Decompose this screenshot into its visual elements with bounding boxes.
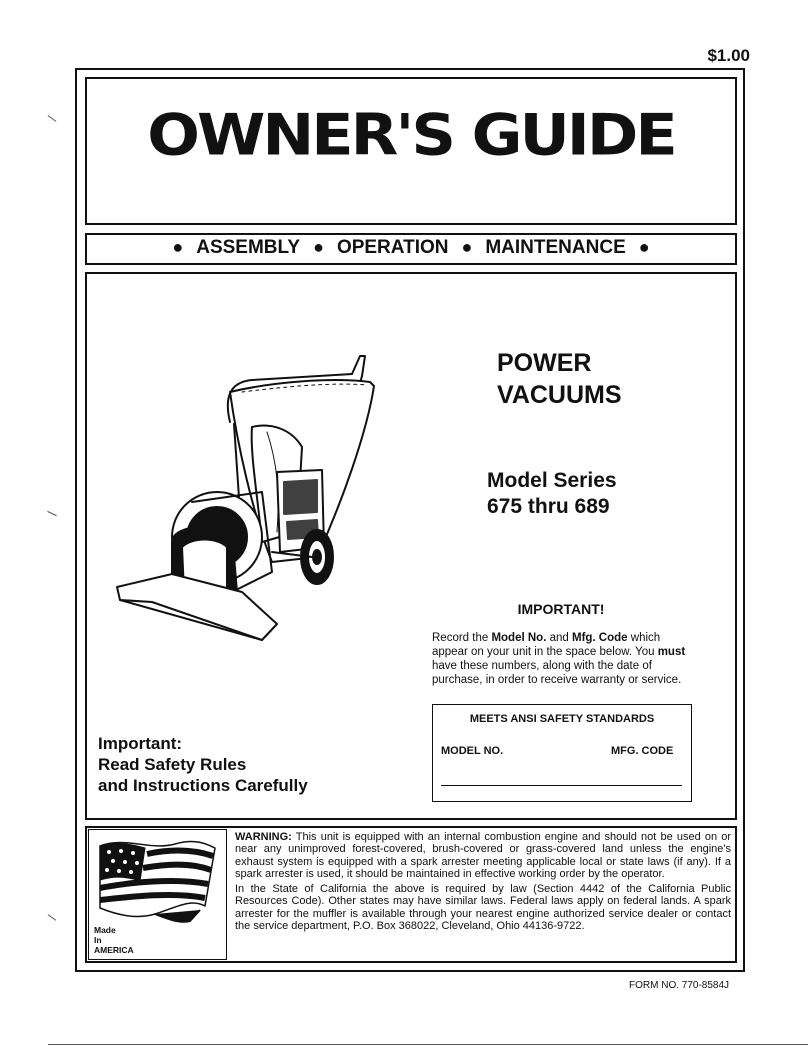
page-title: OWNER'S GUIDE xyxy=(147,100,675,169)
important-must: must xyxy=(657,646,686,658)
important-mfg-code: Mfg. Code xyxy=(571,632,628,644)
power-vacuum-illustration xyxy=(112,352,432,652)
important-model-no: Model No. xyxy=(491,632,547,644)
model-series-label: Model Series xyxy=(487,469,617,492)
form-number: FORM NO. 770-8584J xyxy=(629,980,730,991)
bullet-icon: ● xyxy=(638,237,650,257)
subtitle-item-maintenance: MAINTENANCE xyxy=(485,237,626,258)
scan-edge-line xyxy=(48,1044,808,1045)
bullet-icon: ● xyxy=(461,237,473,257)
model-series-range: 675 thru 689 xyxy=(487,495,610,518)
important-text-part: Record the xyxy=(432,632,492,644)
safety-line-1: Important: xyxy=(98,734,183,753)
made-line-2: In xyxy=(94,935,102,945)
safety-notice xyxy=(98,733,308,796)
safety-line-3: and Instructions Carefully xyxy=(98,776,308,795)
important-text xyxy=(432,631,694,687)
model-no-label: MODEL NO. xyxy=(441,745,504,757)
product-line-1: POWER xyxy=(497,349,592,377)
scan-mark xyxy=(47,511,56,516)
bullet-icon: ● xyxy=(172,237,184,257)
made-line-1: Made xyxy=(94,925,116,935)
made-line-3: AMERICA xyxy=(94,945,134,955)
record-line xyxy=(441,785,682,786)
product-name xyxy=(497,347,622,411)
ansi-heading: MEETS ANSI SAFETY STANDARDS xyxy=(469,713,655,725)
american-flag-icon xyxy=(95,836,220,926)
product-line-2: VACUUMS xyxy=(497,381,622,409)
mfg-code-label: MFG. CODE xyxy=(611,745,674,757)
scan-mark xyxy=(48,914,57,921)
subtitle-bar xyxy=(85,237,737,259)
warning-label: WARNING: xyxy=(235,831,292,843)
model-series xyxy=(487,468,617,520)
made-in-america xyxy=(94,925,134,955)
warning-paragraph-1 xyxy=(235,831,731,880)
subtitle-item-operation: OPERATION xyxy=(336,237,449,258)
safety-line-2: Read Safety Rules xyxy=(98,755,247,774)
warning-paragraph-2: In the State of California the above is required by law (Section 4442 of the California Public Resources Code). Other states may have similar laws. Federal laws apply on federal lands. A spark arrester for the muffler is available through your nearest engine authorized service dealer or contact the service department, P.O. Box 368022, Cleveland, Ohio 44136-9722. xyxy=(235,883,731,933)
important-heading: IMPORTANT! xyxy=(517,601,605,617)
warning-text xyxy=(235,831,731,935)
important-text-part: have these numbers, along with the date of purchase, in order to receive warranty or service. xyxy=(432,660,682,686)
subtitle-item-assembly: ASSEMBLY xyxy=(196,237,301,258)
important-text-part: which appear on your unit in the space below. You xyxy=(432,632,661,658)
price-label: $1.00 xyxy=(707,46,750,65)
warning-text-1: This unit is equipped with an internal combustion engine and should not be used on or near any unimproved forest-covered, brush-covered or grass-covered land unless the engine's exhaust system is equipped with a spark arrester meeting applicable local or state laws (if any). If a spark arrester is used, it should be maintained in effective working order by the operator. xyxy=(235,831,731,880)
scan-mark xyxy=(48,115,57,122)
bullet-icon: ● xyxy=(313,237,324,257)
important-text-part: and xyxy=(546,632,572,644)
